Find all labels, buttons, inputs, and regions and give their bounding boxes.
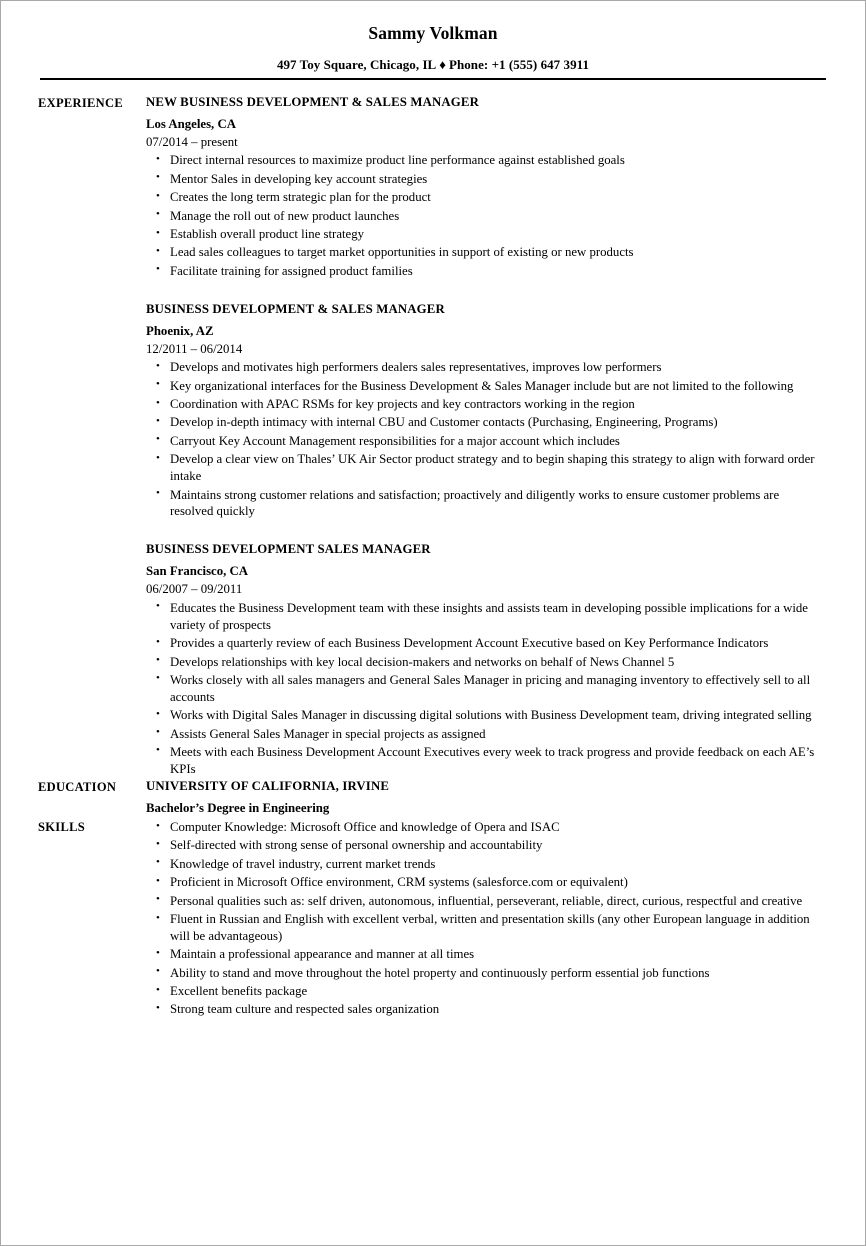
list-item: • Excellent benefits package <box>146 983 823 1000</box>
resume-sections <box>15 94 851 1019</box>
experience-entry <box>146 94 823 280</box>
list-item: • Works with Digital Sales Manager in discussing digital solutions with Business Development team, driving integrated selling <box>146 707 823 724</box>
list-item: • Maintain a professional appearance and manner at all times <box>146 946 823 963</box>
education-entries <box>146 778 851 818</box>
skills-list <box>146 819 823 1018</box>
experience-entry <box>146 541 823 777</box>
list-item: • Establish overall product line strategy <box>146 226 823 243</box>
section-experience <box>15 94 851 778</box>
section-label-experience: EXPERIENCE <box>38 95 123 110</box>
list-item: • Personal qualities such as: self driven, autonomous, influential, perseverant, reliable, direct, curious, respectful and creative <box>146 893 823 910</box>
list-item: • Meets with each Business Development Account Executives every week to track progress and provide feedback on each AE’s KPIs <box>146 744 823 778</box>
job-dates: 12/2011 – 06/2014 <box>146 341 243 356</box>
list-item: • Carryout Key Account Management responsibilities for a major account which includes <box>146 433 823 450</box>
candidate-phone: Phone: +1 (555) 647 3911 <box>448 56 590 72</box>
list-item: • Provides a quarterly review of each Business Development Account Executive based on Key Performance Indicators <box>146 635 823 652</box>
list-item: • Direct internal resources to maximize product line performance against established goals <box>146 152 823 169</box>
job-location: San Francisco, CA <box>146 564 249 579</box>
list-item: • Develops and motivates high performers dealers sales representatives, improves low performers <box>146 359 823 376</box>
job-title: BUSINESS DEVELOPMENT SALES MANAGER <box>146 542 431 557</box>
experience-entries <box>146 94 851 778</box>
list-item: • Computer Knowledge: Microsoft Office and knowledge of Opera and ISAC <box>146 819 823 836</box>
list-item: • Maintains strong customer relations and satisfaction; proactively and diligently works to ensure customer problems are resolved quickly <box>146 487 823 521</box>
resume-header <box>15 1 851 80</box>
section-label-education: EDUCATION <box>38 779 117 794</box>
list-item: • Facilitate training for assigned product families <box>146 263 823 280</box>
candidate-name: Sammy Volkman <box>368 23 498 43</box>
list-item: • Proficient in Microsoft Office environment, CRM systems (salesforce.com or equivalent) <box>146 874 823 891</box>
header-divider <box>40 78 826 80</box>
list-item: • Educates the Business Development team with these insights and assists team in developing possible implications for a wide variety of prospects <box>146 600 823 634</box>
education-degree: Bachelor’s Degree in Engineering <box>146 800 330 815</box>
list-item: • Develop a clear view on Thales’ UK Air Sector product strategy and to begin shaping this strategy to align with forward order intake <box>146 451 823 485</box>
job-responsibility-list <box>146 359 823 520</box>
job-dates: 06/2007 – 09/2011 <box>146 582 243 597</box>
list-item: • Manage the roll out of new product launches <box>146 208 823 225</box>
list-item: • Fluent in Russian and English with excellent verbal, written and presentation skills (any other European language in addition will be advantageous) <box>146 911 823 945</box>
experience-entry <box>146 301 823 521</box>
list-item: • Works closely with all sales managers and General Sales Manager in pricing and managing inventory to effectively sell to all accounts <box>146 672 823 706</box>
list-item: • Lead sales colleagues to target market opportunities in support of existing or new products <box>146 244 823 261</box>
job-location: Los Angeles, CA <box>146 116 236 131</box>
job-location: Phoenix, AZ <box>146 323 214 338</box>
contact-line <box>15 57 851 73</box>
list-item: • Assists General Sales Manager in special projects as assigned <box>146 726 823 743</box>
list-item: • Mentor Sales in developing key account strategies <box>146 171 823 188</box>
list-item: • Knowledge of travel industry, current market trends <box>146 856 823 873</box>
section-education <box>15 778 851 818</box>
job-dates: 07/2014 – present <box>146 134 238 149</box>
list-item: • Develop in-depth intimacy with internal CBU and Customer contacts (Purchasing, Engineering, Programs) <box>146 414 823 431</box>
education-school: UNIVERSITY OF CALIFORNIA, IRVINE <box>146 778 390 793</box>
list-item: • Self-directed with strong sense of personal ownership and accountability <box>146 837 823 854</box>
diamond-separator-icon: ♦ <box>439 56 446 72</box>
list-item: • Key organizational interfaces for the Business Development & Sales Manager include but are not limited to the following <box>146 378 823 395</box>
resume-content <box>1 1 865 1245</box>
list-item: • Develops relationships with key local decision-makers and networks on behalf of News Channel 5 <box>146 654 823 671</box>
section-skills <box>15 818 851 1019</box>
job-responsibility-list <box>146 600 823 778</box>
job-responsibility-list <box>146 152 823 279</box>
section-label-skills: SKILLS <box>38 819 85 834</box>
job-title: NEW BUSINESS DEVELOPMENT & SALES MANAGER <box>146 94 479 109</box>
list-item: • Creates the long term strategic plan for the product <box>146 189 823 206</box>
job-title: BUSINESS DEVELOPMENT & SALES MANAGER <box>146 301 445 316</box>
candidate-address: 497 Toy Square, Chicago, IL <box>276 56 437 72</box>
list-item: • Ability to stand and move throughout the hotel property and continuously perform essential job functions <box>146 965 823 982</box>
list-item: • Coordination with APAC RSMs for key projects and key contractors working in the region <box>146 396 823 413</box>
list-item: • Strong team culture and respected sales organization <box>146 1001 823 1018</box>
skills-entries <box>146 818 851 1019</box>
